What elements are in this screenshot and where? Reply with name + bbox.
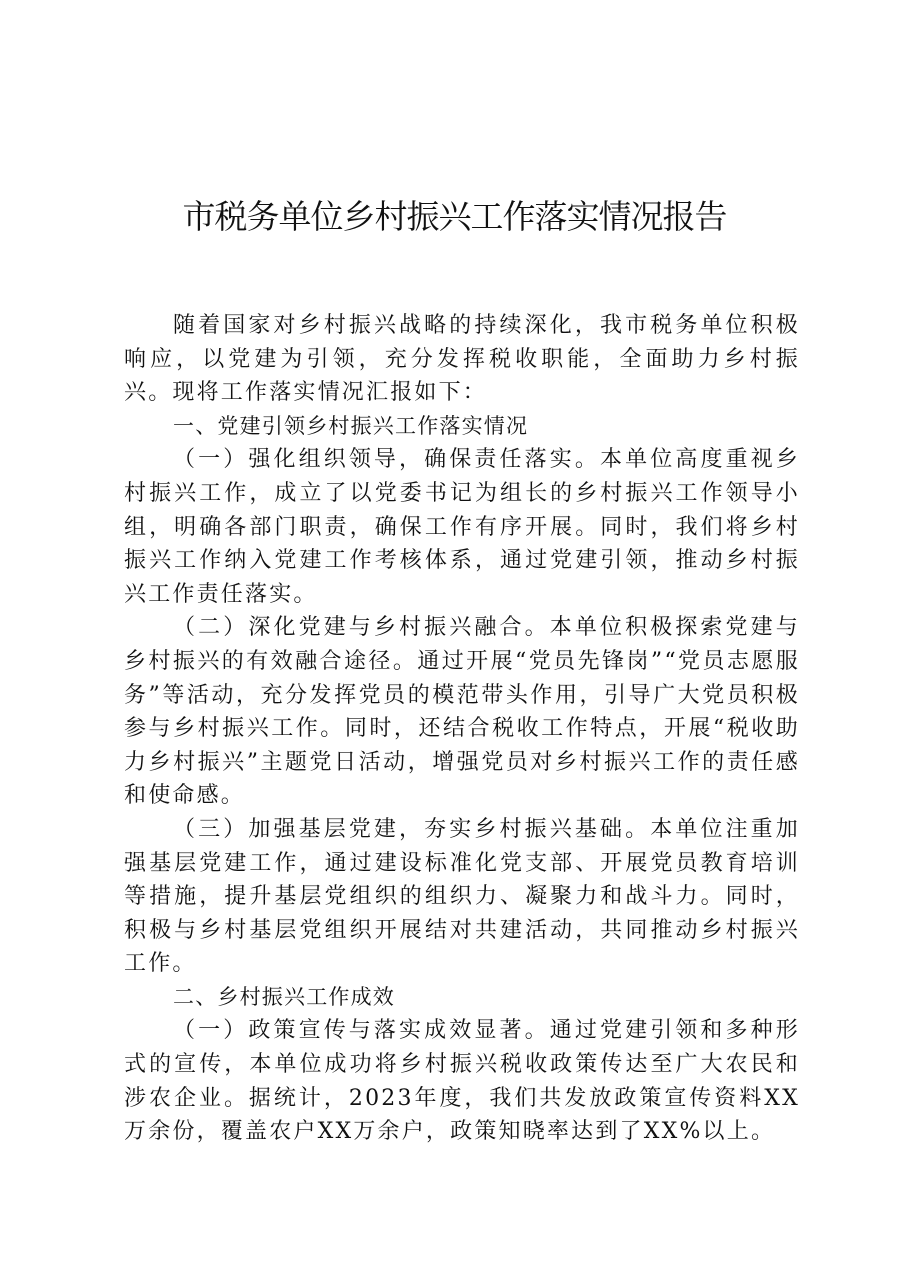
paragraph-text: 本单位高度重视乡村振兴工作，成立了以党委书记为组长的乡村振兴工作领导小组，明确各部门职责，确保工作有序开展。同时，我们将乡村振兴工作纳入党建工作考核体系，通过党建引领，推动乡村振兴工作责任落实。 [124, 447, 800, 607]
paragraph-lead: （二）深化党建与乡村振兴融合。 [173, 615, 550, 641]
document-body [124, 309, 800, 1149]
section-heading-1: 一、党建引领乡村振兴工作落实情况 [173, 413, 529, 438]
paragraph-lead: （一）政策宣传与落实成效显著。 [173, 1018, 550, 1044]
document-title: 市税务单位乡村振兴工作落实情况报告 [182, 197, 727, 236]
paragraph-lead: （三）加强基层党建，夯实乡村振兴基础。 [173, 816, 651, 842]
section1-paragraph-1 [124, 443, 800, 611]
paragraph-text: 通过党建引领和多种形式的宣传，本单位成功将乡村振兴税收政策传达至广大农民和涉农企业。据统计，2023年度，我们共发放政策宣传资料XX万余份，覆盖农户XX万余户，政策知晓率达到了XX%以上。 [124, 1018, 800, 1145]
paragraph-lead: （一）强化组织领导，确保责任落实。 [173, 447, 600, 473]
intro-paragraph: 随着国家对乡村振兴战略的持续深化，我市税务单位积极响应，以党建为引领，充分发挥税收职能，全面助力乡村振兴。现将工作落实情况汇报如下： [124, 313, 800, 406]
section1-paragraph-3 [124, 813, 800, 981]
section1-paragraph-2 [124, 611, 800, 813]
paragraph-text: 本单位注重加强基层党建工作，通过建设标准化党支部、开展党员教育培训等措施，提升基层党组织的组织力、凝聚力和战斗力。同时，积极与乡村基层党组织开展结对共建活动，共同推动乡村振兴工作。 [124, 816, 800, 977]
section2-paragraph-1 [124, 1014, 800, 1148]
section-heading-2: 二、乡村振兴工作成效 [173, 984, 395, 1009]
paragraph-text: 本单位积极探索党建与乡村振兴的有效融合途径。通过开展“党员先锋岗”“党员志愿服务”等活动，充分发挥党员的模范带头作用，引导广大党员积极参与乡村振兴工作。同时，还结合税收工作特点，开展“税收助力乡村振兴”主题党日活动，增强党员对乡村振兴工作的责任感和使命感。 [124, 615, 800, 809]
